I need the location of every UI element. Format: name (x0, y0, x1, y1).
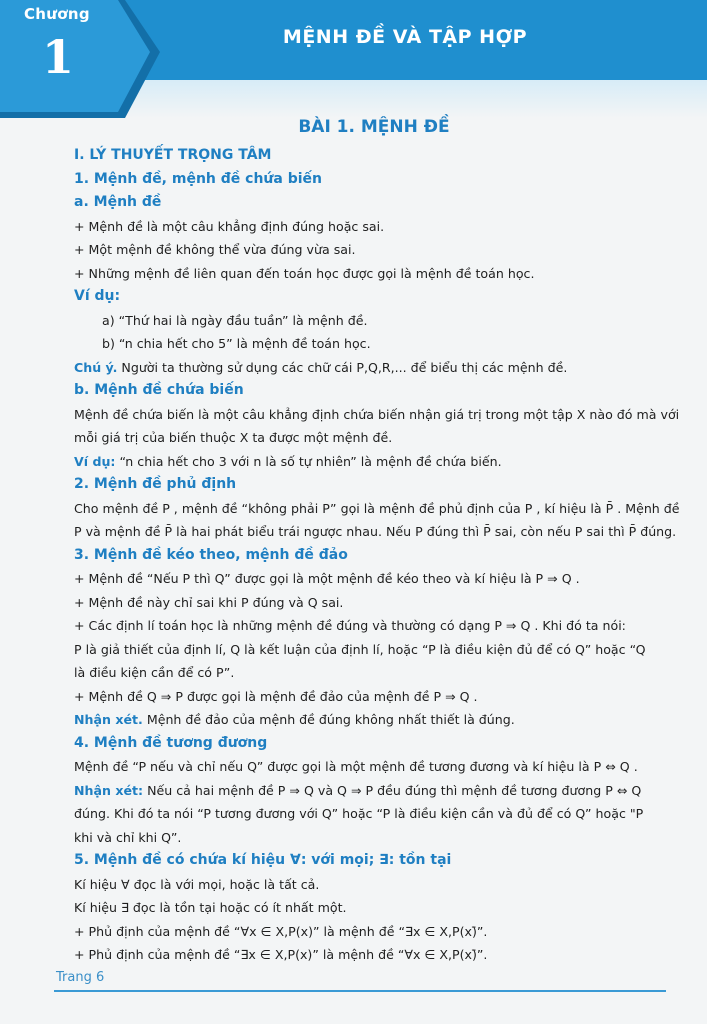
note-text: “n chia hết cho 3 với n là số tự nhiên” là mệnh đề chứa biến. (115, 453, 502, 469)
body-line: P là giả thiết của định lí, Q là kết luận của định lí, hoặc “P là điều kiện đủ để có Q” hoặc “Q (74, 641, 646, 657)
note-line (74, 450, 674, 474)
subsection-heading: Ví dụ: (74, 288, 121, 304)
section-heading: I. LÝ THUYẾT TRỌNG TÂM (74, 147, 272, 163)
chapter-label: Chương (24, 5, 90, 23)
note-line (74, 708, 674, 732)
page-number: Trang 6 (56, 970, 105, 985)
body-line: Kí hiệu ∃ đọc là tồn tại hoặc có ít nhất một. (74, 900, 347, 915)
subsection-heading: 2. Mệnh đề phủ định (74, 476, 237, 492)
lesson-title: BÀI 1. MỆNH ĐỀ (298, 117, 450, 137)
body-line: Cho mệnh đề P , mệnh đề “không phải P” gọi là mệnh đề phủ định của P , kí hiệu là P̄ . Mệnh đề (74, 500, 680, 516)
note-keyword: Ví dụ: (74, 453, 116, 469)
footer-rule (54, 990, 666, 992)
note-keyword: Nhận xét. (74, 712, 143, 727)
note-keyword: Nhận xét: (74, 782, 144, 798)
body-line: + Phủ định của mệnh đề “∀x ∈ X,P(x)” là mệnh đề “∃x ∈ X,P(x)̄”. (74, 923, 488, 939)
body-line: + Một mệnh đề không thể vừa đúng vừa sai. (74, 242, 356, 257)
chapter-title: MỆNH ĐỀ VÀ TẬP HỢP (282, 26, 528, 48)
subsection-heading: 3. Mệnh đề kéo theo, mệnh đề đảo (74, 546, 348, 563)
note-line (74, 779, 674, 803)
body-line: P và mệnh đề P̄ là hai phát biểu trái ngược nhau. Nếu P đúng thì P̄ sai, còn nếu P sai thì P̄ đúng. (74, 524, 677, 539)
body-line: + Mệnh đề này chỉ sai khi P đúng và Q sai. (74, 594, 344, 610)
subsection-heading: 5. Mệnh đề có chứa kí hiệu ∀: với mọi; ∃: tồn tại (74, 852, 452, 868)
chapter-number: 1 (42, 30, 75, 84)
content-lines (74, 144, 680, 967)
subsection-heading: 4. Mệnh đề tương đương (74, 734, 268, 751)
subsection-heading: a. Mệnh đề (74, 194, 162, 210)
example-item: a) “Thứ hai là ngày đầu tuần” là mệnh đề. (102, 312, 368, 328)
body-line: + Mệnh đề Q ⇒ P được gọi là mệnh đề đảo của mệnh đề P ⇒ Q . (74, 688, 478, 704)
subsection-heading: 1. Mệnh đề, mệnh đề chứa biến (74, 170, 322, 187)
body-line: + Mệnh đề “Nếu P thì Q” được gọi là một mệnh đề kéo theo và kí hiệu là P ⇒ Q . (74, 571, 580, 586)
body-line: mỗi giá trị của biến thuộc X ta được một mệnh đề. (74, 430, 393, 445)
body-line: Mệnh đề chứa biến là một câu khẳng định chứa biến nhận giá trị trong một tập X nào đó mà với (74, 406, 680, 422)
note-text: Mệnh đề đảo của mệnh đề đúng không nhất thiết là đúng. (142, 712, 515, 727)
example-item: b) “n chia hết cho 5” là mệnh đề toán học. (102, 336, 371, 351)
body-line: đúng. Khi đó ta nói “P tương đương với Q” hoặc “P là điều kiện cần và đủ để có Q” hoặc "P (74, 806, 644, 821)
note-text: Nếu cả hai mệnh đề P ⇒ Q và Q ⇒ P đều đúng thì mệnh đề tương đương P ⇔ Q (143, 782, 642, 798)
note-keyword: Chú ý. (74, 359, 118, 375)
body-line: + Các định lí toán học là những mệnh đề đúng và thường có dạng P ⇒ Q . Khi đó ta nói: (74, 618, 626, 633)
body-line: là điều kiện cần để có P”. (74, 665, 235, 680)
body-line: + Mệnh đề là một câu khẳng định đúng hoặc sai. (74, 218, 385, 234)
chapter-header (0, 0, 707, 118)
body-line: + Phủ định của mệnh đề “∃x ∈ X,P(x)” là mệnh đề “∀x ∈ X,P(x)̄”. (74, 947, 488, 962)
note-text: Người ta thường sử dụng các chữ cái P,Q,R,... để biểu thị các mệnh đề. (117, 359, 568, 375)
body-line: Mệnh đề “P nếu và chỉ nếu Q” được gọi là một mệnh đề tương đương và kí hiệu là P ⇔ Q . (74, 759, 638, 774)
body-line: + Những mệnh đề liên quan đến toán học được gọi là mệnh đề toán học. (74, 265, 535, 281)
note-line (74, 356, 674, 380)
body-line: Kí hiệu ∀ đọc là với mọi, hoặc là tất cả. (74, 876, 320, 892)
subsection-heading: b. Mệnh đề chứa biến (74, 382, 244, 398)
body-line: khi và chỉ khi Q”. (74, 829, 182, 845)
page-content (74, 114, 680, 967)
